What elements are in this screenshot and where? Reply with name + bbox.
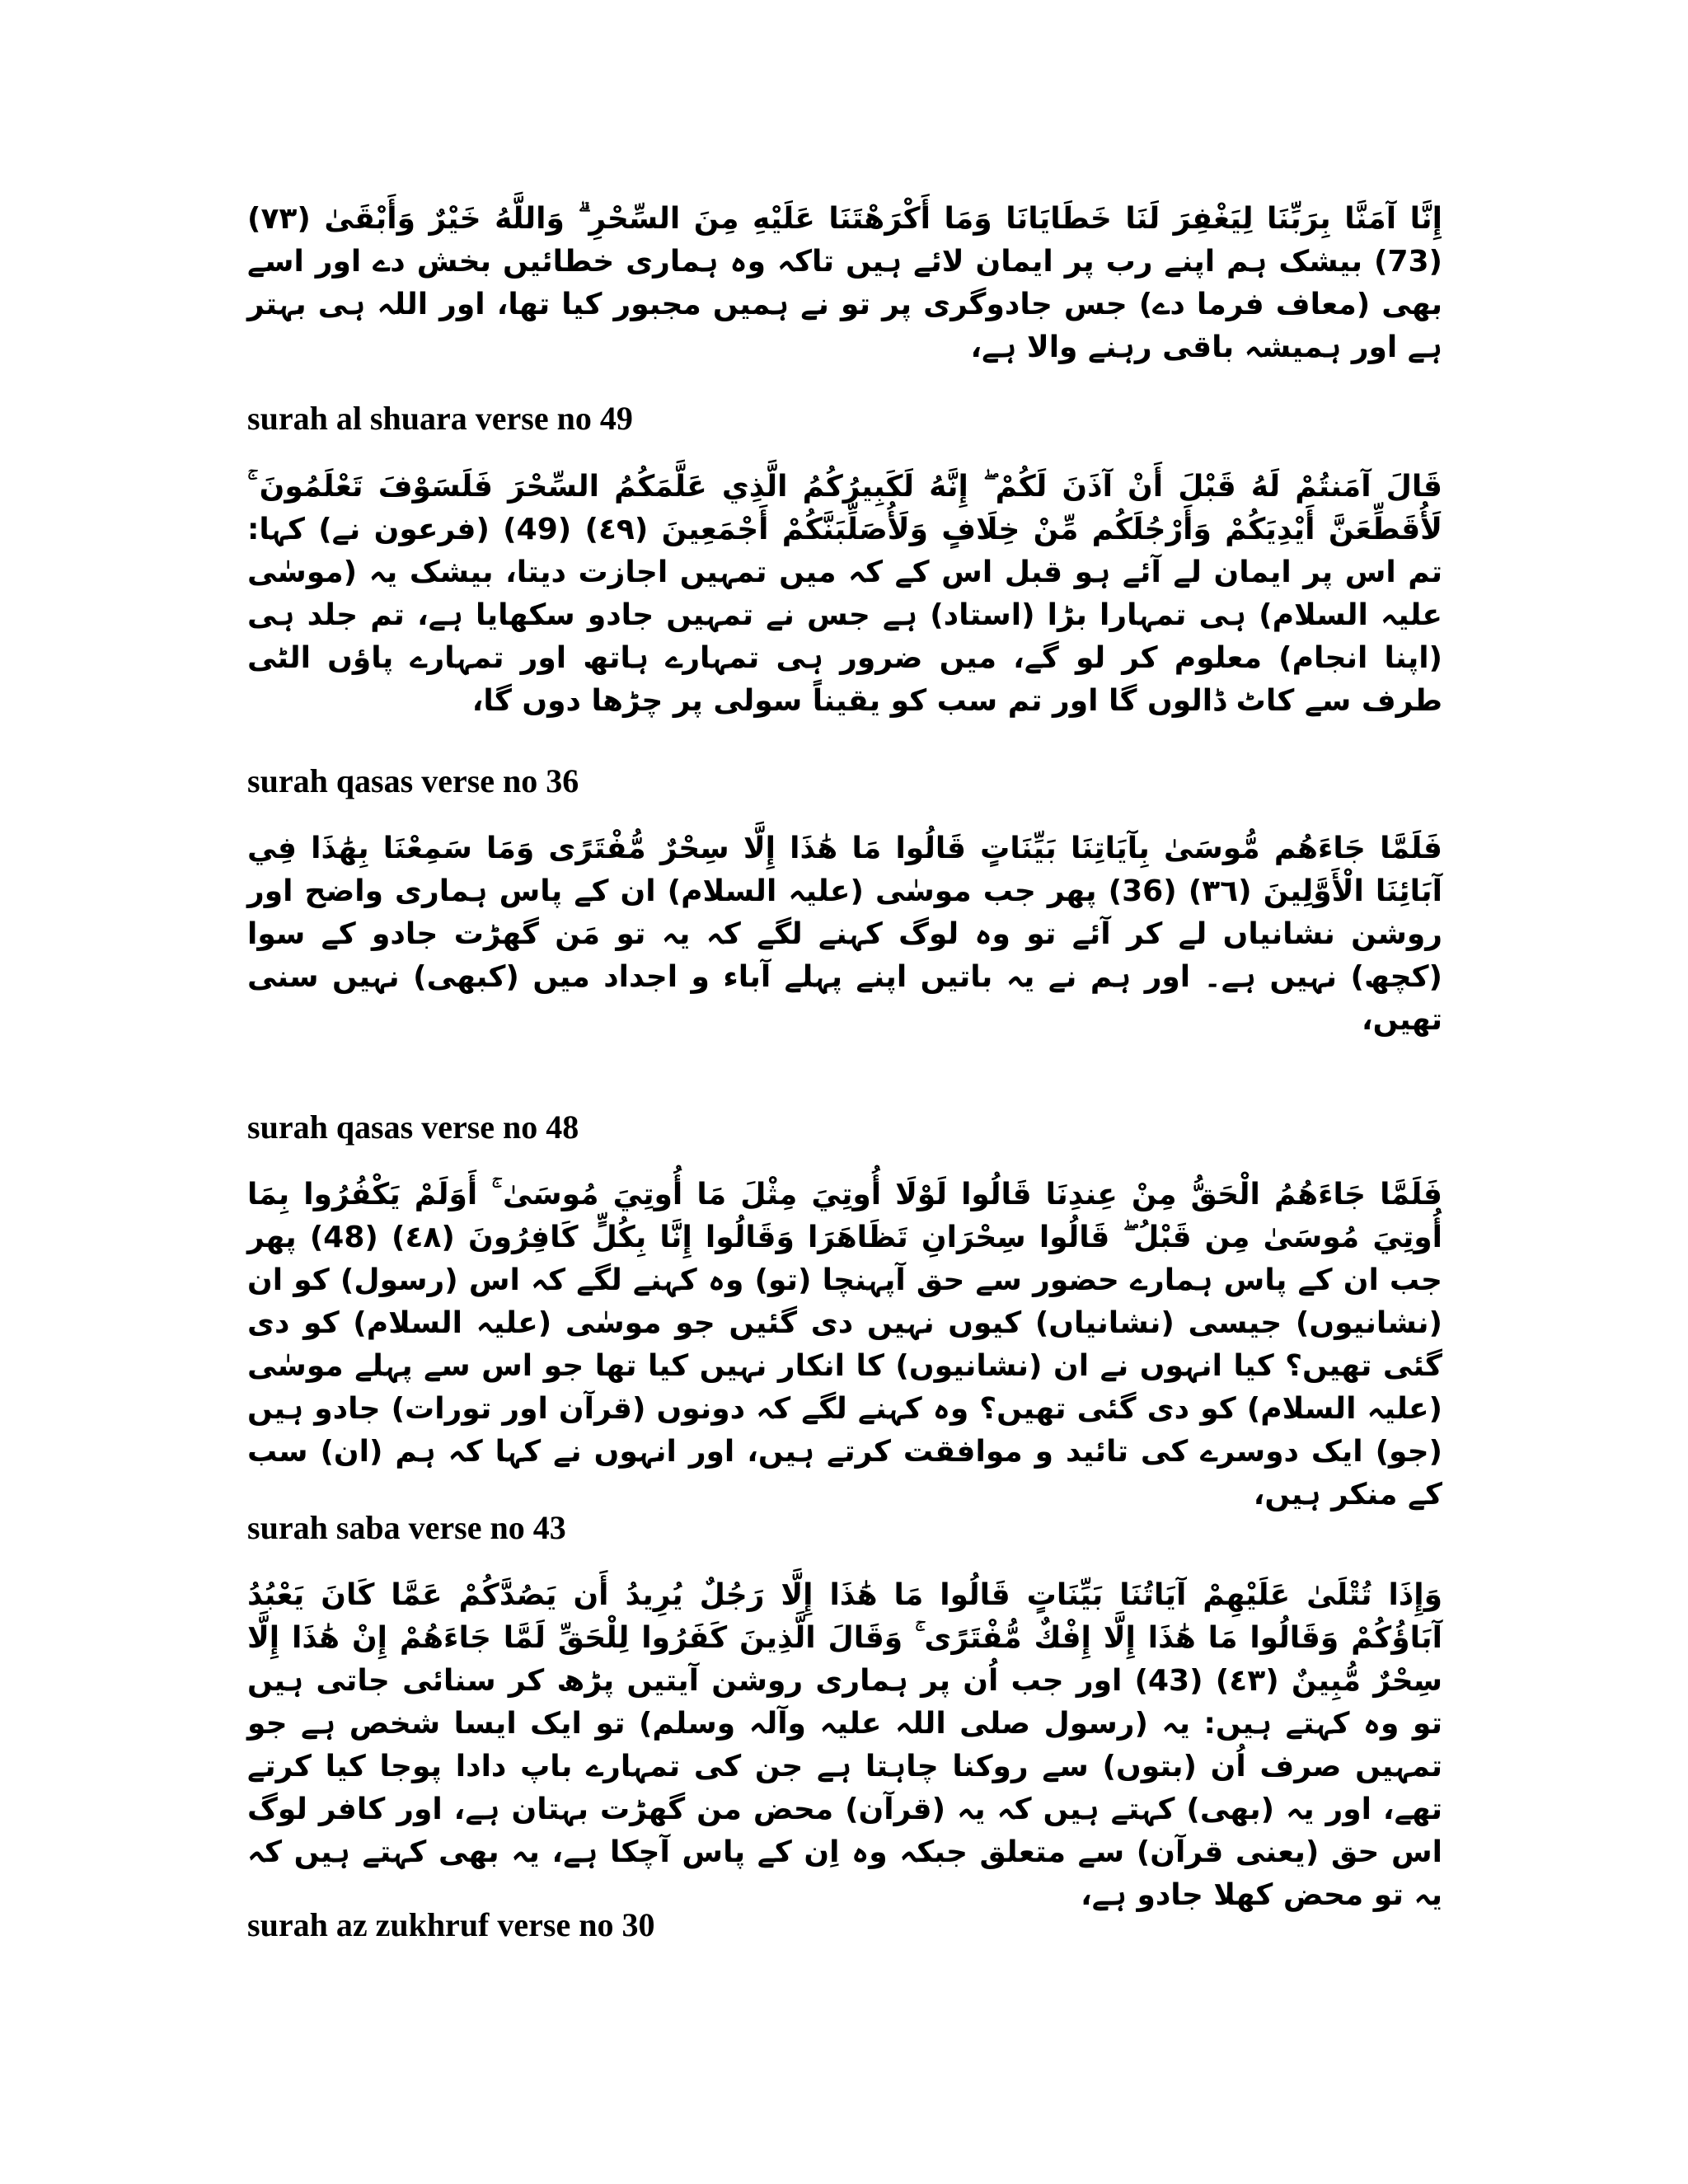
section-heading: surah al shuara verse no 49 — [247, 400, 633, 437]
section-heading: surah qasas verse no 36 — [247, 762, 579, 799]
verse-paragraph: قَالَ آمَنتُمْ لَهُ قَبْلَ أَنْ آذَنَ لَكُمْ ۖ إِنَّهُ لَكَبِيرُكُمُ الَّذِي عَلَّمَكُمُ السِّحْرَ فَلَسَوْفَ تَعْلَمُونَ ۚ لَأُقَطِّعَنَّ أَيْدِيَكُمْ وَأَرْجُلَكُم مِّنْ خِلَافٍ وَلَأُصَلِّبَنَّكُمْ أَجْمَعِينَ (٤٩) (49) (فرعون نے) کہا: تم اس پر ایمان لے آئے ہو قبل اس کے کہ میں تمہیں اجازت دیتا، بیشک یہ (موسٰی علیہ السلام) ہی تمہارا بڑا (استاد) ہے جس نے تمہیں جادو سکھایا ہے، تم جلد ہی (اپنا انجام) معلوم کر لو گے، میں ضرور ہی تمہارے ہاتھ اور تمہارے پاؤں الٹی طرف سے کاٹ ڈالوں گا اور تم سب کو یقیناً سولی پر چڑھا دوں گا، — [247, 470, 1442, 718]
verse-paragraph: فَلَمَّا جَاءَهُم مُّوسَىٰ بِآيَاتِنَا بَيِّنَاتٍ قَالُوا مَا هَٰذَا إِلَّا سِحْرٌ مُّفْتَرًى وَمَا سَمِعْنَا بِهَٰذَا فِي آبَائِنَا الْأَوَّلِينَ (٣٦) (36) پھر جب موسٰی (علیہ السلام) ان کے پاس ہماری واضح اور روشن نشانیاں لے کر آئے تو وہ لوگ کہنے لگے کہ یہ تو مَن گھڑت جادو کے سوا (کچھ) نہیں ہے۔ اور ہم نے یہ باتیں اپنے پہلے آباء و اجداد میں (کبھی) نہیں سنی تھیں، — [247, 832, 1442, 1037]
verse-paragraph: إِنَّا آمَنَّا بِرَبِّنَا لِيَغْفِرَ لَنَا خَطَايَانَا وَمَا أَكْرَهْتَنَا عَلَيْهِ مِنَ السِّحْرِ ۗ وَاللَّهُ خَيْرٌ وَأَبْقَىٰ (٧٣) (73) بیشک ہم اپنے رب پر ایمان لائے ہیں تاکہ وہ ہماری خطائیں بخش دے اور اسے بھی (معاف فرما دے) جس جادوگری پر تو نے ہمیں مجبور کیا تھا، اور اللہ ہی بہتر ہے اور ہمیشہ باقی رہنے والا ہے، — [247, 202, 1442, 364]
verse-paragraph: فَلَمَّا جَاءَهُمُ الْحَقُّ مِنْ عِندِنَا قَالُوا لَوْلَا أُوتِيَ مِثْلَ مَا أُوتِيَ مُوسَىٰ ۚ أَوَلَمْ يَكْفُرُوا بِمَا أُوتِيَ مُوسَىٰ مِن قَبْلُ ۖ قَالُوا سِحْرَانِ تَظَاهَرَا وَقَالُوا إِنَّا بِكُلٍّ كَافِرُونَ (٤٨) (48) پھر جب ان کے پاس ہمارے حضور سے حق آپہنچا (تو) وہ کہنے لگے کہ اس (رسول) کو ان (نشانیوں) جیسی (نشانیاں) کیوں نہیں دی گئیں جو موسٰی (علیہ السلام) کو دی گئی تھیں؟ کیا انہوں نے ان (نشانیوں) کا انکار نہیں کیا تھا جو اس سے پہلے موسٰی (علیہ السلام) کو دی گئی تھیں؟ وہ کہنے لگے کہ دونوں (قرآن اور تورات) جادو ہیں (جو) ایک دوسرے کی تائید و موافقت کرتے ہیں، اور انہوں نے کہا کہ ہم (ان) سب کے منکر ہیں، — [247, 1178, 1442, 1511]
verse-paragraph: وَإِذَا تُتْلَىٰ عَلَيْهِمْ آيَاتُنَا بَيِّنَاتٍ قَالُوا مَا هَٰذَا إِلَّا رَجُلٌ يُرِيدُ أَن يَصُدَّكُمْ عَمَّا كَانَ يَعْبُدُ آبَاؤُكُمْ وَقَالُوا مَا هَٰذَا إِلَّا إِفْكٌ مُّفْتَرًى ۚ وَقَالَ الَّذِينَ كَفَرُوا لِلْحَقِّ لَمَّا جَاءَهُمْ إِنْ هَٰذَا إِلَّا سِحْرٌ مُّبِينٌ (٤٣) (43) اور جب اُن پر ہماری روشن آیتیں پڑھ کر سنائی جاتی ہیں تو وہ کہتے ہیں: یہ (رسول صلی اللہ علیہ وآلہ وسلم) تو ایک ایسا شخص ہے جو تمہیں صرف اُن (بتوں) سے روکنا چاہتا ہے جن کی تمہارے باپ دادا پوجا کیا کرتے تھے، اور یہ (بھی) کہتے ہیں کہ یہ (قرآن) محض من گھڑت بہتان ہے، اور کافر لوگ اس حق (یعنی قرآن) سے متعلق جبکہ وہ اِن کے پاس آچکا ہے، یہ بھی کہتے ہیں کہ یہ تو محض کھلا جادو ہے، — [247, 1578, 1442, 1912]
section-heading: surah az zukhruf verse no 30 — [247, 1906, 655, 1943]
section-heading: surah qasas verse no 48 — [247, 1108, 579, 1146]
section-heading: surah saba verse no 43 — [247, 1509, 566, 1546]
